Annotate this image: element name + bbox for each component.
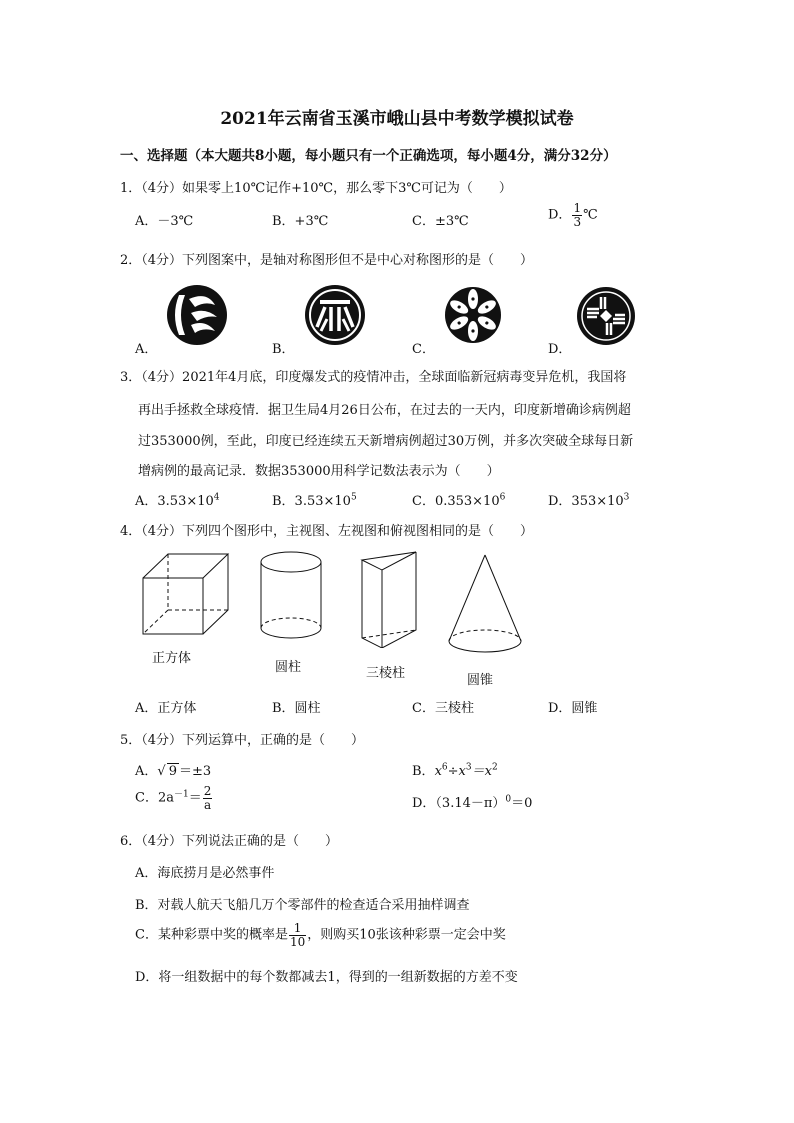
q6-option-d: D．将一组数据中的每个数都减去1，得到的一组新数据的方差不变 [135, 970, 518, 985]
q3-option-d: D．$353\times 10^3$ [548, 492, 630, 509]
q2-option-d: D． [548, 342, 572, 357]
emblem-c-icon [443, 285, 503, 345]
cylinder-figure [261, 552, 321, 638]
q3-line-3: 过353000例，至此，印度已经连续五天新增病例超过30万例，并多次突破全球每日新 [138, 434, 634, 449]
q2-option-a: A． [135, 342, 158, 357]
q5-option-b: B．$x^6\div x^3=x^2$ [412, 762, 498, 779]
emblem-d-icon [575, 285, 637, 347]
q3-option-c: C．$0.353\times 10^6$ [412, 492, 506, 509]
q5-stem: 5．（4分）下列运算中，正确的是（ ） [120, 733, 365, 748]
q6-stem: 6．（4分）下列说法正确的是（ ） [120, 834, 339, 849]
emblem-b-icon [303, 283, 367, 347]
fig-label-cube: 正方体 [152, 651, 192, 666]
prism-figure [362, 552, 416, 648]
q2-option-b: B． [272, 342, 295, 357]
q6-option-a: A．海底捞月是必然事件 [135, 866, 275, 881]
q1-option-a: A．－3℃ [135, 214, 194, 229]
q6-option-c: C．某种彩票中奖的概率是 $\frac{1}{10}$ ，则购买10张该种彩票一定会中奖 [135, 921, 506, 949]
q4-option-b: B．圆柱 [272, 701, 321, 716]
q3-line-2: 再出手拯救全球疫情．据卫生局4月26日公布，在过去的一天内，印度新增确诊病例超 [138, 403, 631, 418]
q5-option-c: C．$2a^{-1}=$ $\frac{2}{a}$ [135, 784, 212, 812]
q4-option-a: A．正方体 [135, 701, 197, 716]
q4-option-d: D．圆锥 [548, 701, 598, 716]
fig-label-cylinder: 圆柱 [275, 660, 302, 675]
q6-option-b: B．对载人航天飞船几万个零部件的检查适合采用抽样调查 [135, 898, 470, 913]
page-title: 2021年云南省玉溪市峨山县中考数学模拟试卷 [220, 109, 574, 129]
q1-option-b: B．+3℃ [272, 214, 329, 229]
q5-option-d: D．$(3.14-\pi)^0=0$ [412, 794, 533, 811]
q2-option-c: C． [412, 342, 435, 357]
q3-line-4: 增病例的最高记录．数据353000用科学记数法表示为（ ） [138, 464, 500, 479]
q1-option-c: C．±3℃ [412, 214, 469, 229]
q4-stem: 4．（4分）下列四个图形中，主视图、左视图和俯视图相同的是（ ） [120, 524, 534, 539]
solid-figures [140, 548, 470, 648]
q5-option-a: A．√ 9 ＝±3 [135, 764, 212, 779]
q4-option-c: C．三棱柱 [412, 701, 474, 716]
q3-line-1: 3．（4分）2021年4月底，印度爆发式的疫情冲击，全球面临新冠病毒变异危机，我国将 [120, 370, 627, 385]
q3-option-a: A．$3.53\times 10^4$ [135, 492, 220, 509]
q3-option-b: B．$3.53\times 10^5$ [272, 492, 357, 509]
emblem-a-icon [165, 283, 229, 347]
q2-stem: 2．（4分）下列图案中，是轴对称图形但不是中心对称图形的是（ ） [120, 253, 534, 268]
fig-label-prism: 三棱柱 [366, 666, 406, 681]
q1-stem: 1．（4分）如果零上10℃记作+10℃，那么零下3℃可记为（ ） [120, 181, 512, 196]
cube-figure [143, 554, 228, 634]
q1-option-d: D． $\frac{1}{3}$ ℃ [548, 201, 598, 229]
fig-label-cone: 圆锥 [467, 673, 494, 688]
section-heading: 一、选择题（本大题共8小题，每小题只有一个正确选项，每小题4分，满分32分） [120, 148, 617, 164]
cone-figure [445, 553, 525, 658]
